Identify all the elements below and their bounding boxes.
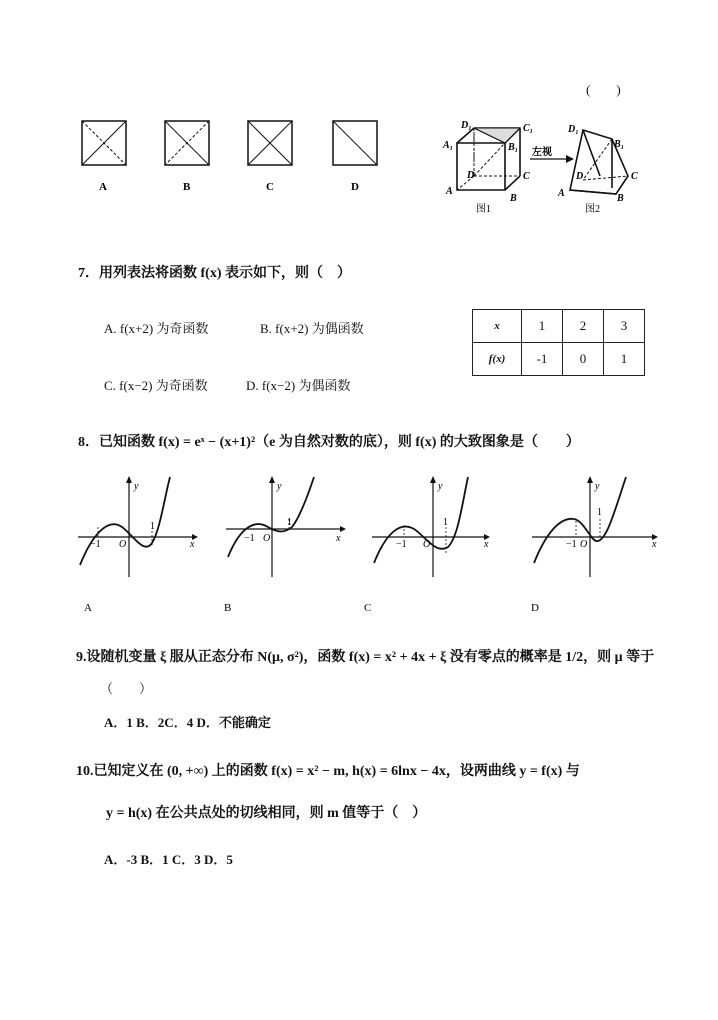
graph-a-x-label: x — [190, 539, 195, 550]
graph-a-one: 1 — [150, 521, 155, 532]
q8-graphs — [0, 475, 718, 620]
q7-option-a[interactable]: A. f(x+2) 为奇函数 — [104, 321, 209, 336]
q10-stem-line1: 10.已知定义在 (0, +∞) 上的函数 f(x) = x² − m, h(x) = 6lnx − 4x，设两曲线 y = f(x) 与 — [76, 764, 580, 779]
fig2-label-d1: D₁ — [568, 124, 579, 135]
q7-option-d[interactable]: D. f(x−2) 为偶函数 — [246, 378, 351, 393]
graph-b-x-label: x — [336, 533, 341, 544]
fig2-caption: 图2 — [585, 204, 600, 215]
fig2-label-c: C — [631, 171, 638, 182]
table-cell: 1 — [604, 343, 645, 376]
q9-options[interactable]: A．1 B．2C．4 D．不能确定 — [104, 715, 271, 730]
q10-options[interactable]: A．-3 B．1 C．3 D．5 — [104, 852, 233, 867]
q8-option-c-label: C — [364, 602, 372, 614]
graph-d-y-label: y — [595, 481, 600, 492]
fig2-label-a: A — [558, 188, 565, 199]
q6-option-b-label: B — [183, 181, 191, 193]
graph-d-origin: O — [580, 539, 588, 550]
q10-stem-line2: y = h(x) 在公共点处的切线相同，则 m 值等于（ ） — [106, 806, 427, 821]
q8-option-b-label: B — [224, 602, 232, 614]
table-header-x: x — [473, 310, 522, 343]
graph-c-one: 1 — [443, 517, 448, 528]
fig1-label-b: B — [510, 193, 517, 204]
graph-b-minus-one: −1 — [244, 533, 255, 544]
q8-graph-d — [532, 477, 652, 577]
table-cell: 3 — [604, 310, 645, 343]
q9-stem-line2: （ ） — [100, 681, 153, 696]
graph-b-one: 1 — [287, 517, 292, 528]
fig1-label-c: C — [523, 171, 530, 182]
q6-option-b-figure — [165, 121, 209, 165]
fig2-label-b1: B₁ — [614, 139, 625, 150]
graph-b-origin: O — [263, 533, 271, 544]
q8-stem: 8．已知函数 f(x) = eˣ − (x+1)²（e 为自然对数的底），则 f(x) 的大致图象是（ ） — [78, 435, 580, 450]
graph-d-minus-one: −1 — [566, 539, 577, 550]
fig1-caption: 图1 — [476, 204, 491, 215]
fig1-label-d: D — [467, 170, 475, 181]
q6-arrow-head — [566, 155, 574, 163]
q7-option-b[interactable]: B. f(x+2) 为偶函数 — [260, 321, 364, 336]
fig1-label-c1: C₁ — [523, 123, 534, 134]
q6-option-d-label: D — [351, 181, 359, 193]
q6-option-a-figure — [82, 121, 126, 165]
fig1-label-b1: B₁ — [508, 142, 519, 153]
q6-option-d-figure — [333, 121, 377, 165]
graph-a-minus-one: −1 — [90, 539, 101, 550]
fig2-label-b: B — [617, 193, 624, 204]
q7-value-table — [472, 309, 645, 376]
q6-arrow-label: 左视 — [532, 147, 552, 158]
graph-c-x-label: x — [484, 539, 489, 550]
table-cell: 2 — [563, 310, 604, 343]
q8-graph-c — [372, 477, 484, 577]
table-row — [473, 343, 645, 376]
fig1-label-d1: D₁ — [461, 120, 472, 131]
graph-c-y-label: y — [438, 481, 443, 492]
table-cell: 1 — [522, 310, 563, 343]
fig1-label-a: A — [446, 186, 453, 197]
graph-a-origin: O — [119, 539, 127, 550]
q6-figures — [0, 110, 718, 220]
q7-stem: 7．用列表法将函数 f(x) 表示如下，则（ ） — [78, 266, 351, 281]
graph-b-y-label: y — [277, 481, 282, 492]
graph-a-y-label: y — [134, 481, 139, 492]
q6-option-c-figure — [248, 121, 292, 165]
q8-option-d-label: D — [531, 602, 539, 614]
q8-option-a-label: A — [84, 602, 92, 614]
q9-stem-line1: 9.设随机变量 ξ 服从正态分布 N(μ, σ²)，函数 f(x) = x² + 4x + ξ 没有零点的概率是 1/2，则 μ 等于 — [76, 650, 655, 665]
q8-graph-b — [226, 477, 340, 577]
fig2-label-d: D — [576, 171, 584, 182]
q6-option-c-label: C — [266, 181, 274, 193]
table-header-fx: f(x) — [473, 343, 522, 376]
table-cell: 0 — [563, 343, 604, 376]
q8-graph-a — [78, 477, 192, 577]
q7-option-c[interactable]: C. f(x−2) 为奇函数 — [104, 378, 208, 393]
graph-d-one: 1 — [597, 507, 602, 518]
q6-answer-paren: ( ) — [586, 82, 621, 97]
graph-d-x-label: x — [652, 539, 657, 550]
table-cell: -1 — [522, 343, 563, 376]
q6-option-a-label: A — [99, 181, 107, 193]
graph-c-minus-one: −1 — [396, 539, 407, 550]
graph-c-origin: O — [423, 539, 431, 550]
table-row — [473, 310, 645, 343]
fig1-label-a1: A₁ — [443, 140, 454, 151]
